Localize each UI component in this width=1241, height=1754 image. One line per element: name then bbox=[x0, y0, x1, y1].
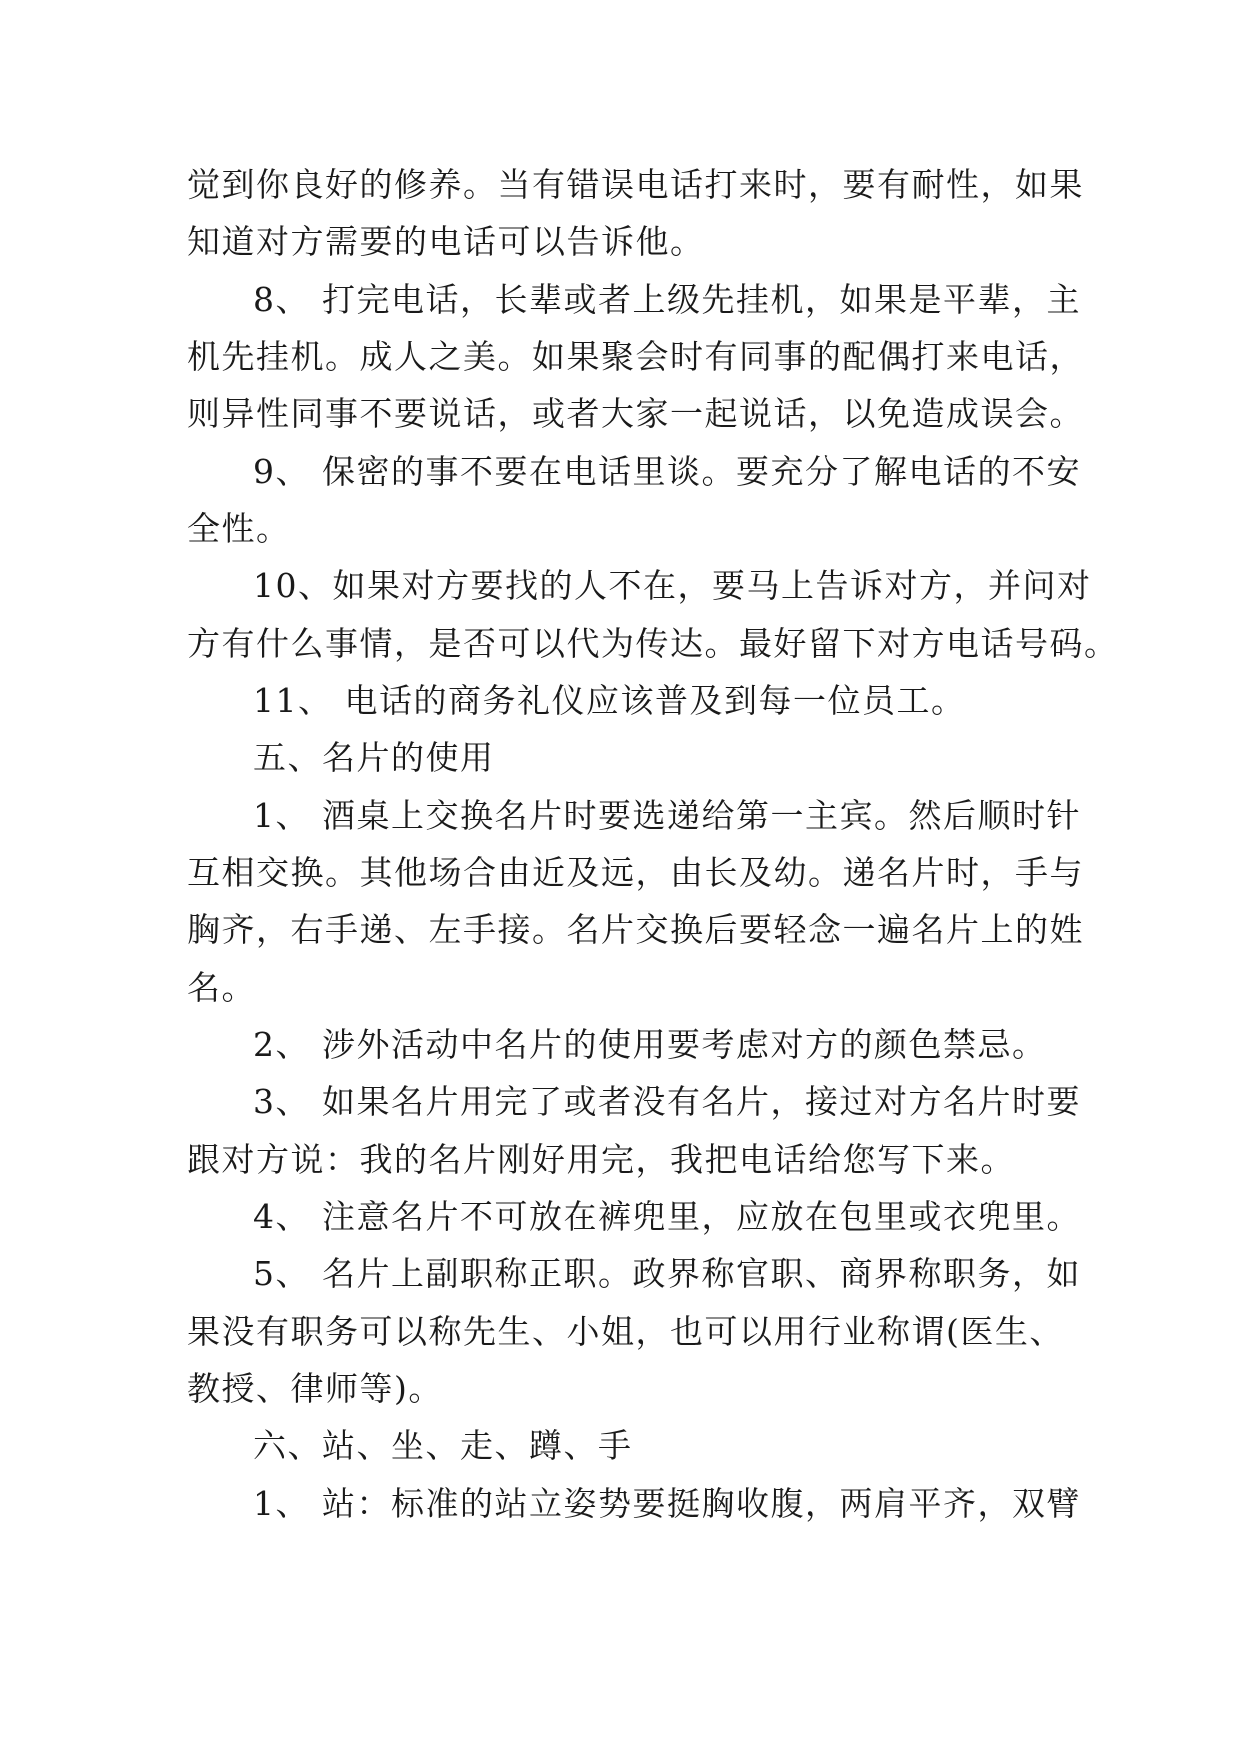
list-item-10: 10、如果对方要找的人不在，要马上告诉对方，并问对 bbox=[253, 566, 1092, 605]
text-line: 方有什么事情，是否可以代为传达。最好留下对方电话号码。 bbox=[187, 624, 1119, 663]
text-line: 名。 bbox=[187, 968, 256, 1007]
list-item-5: 5、 名片上副职称正职。政界称官职、商界称职务，如 bbox=[253, 1254, 1081, 1293]
text-line: 教授、律师等)。 bbox=[187, 1369, 443, 1408]
text-line: 觉到你良好的修养。当有错误电话打来时，要有耐性，如果 bbox=[187, 165, 1084, 204]
section-heading-5: 五、名片的使用 bbox=[253, 738, 495, 777]
text-line: 机先挂机。成人之美。如果聚会时有同事的配偶打来电话， bbox=[187, 337, 1084, 376]
text-line: 果没有职务可以称先生、小姐，也可以用行业称谓(医生、 bbox=[187, 1312, 1064, 1351]
section-heading-6: 六、站、坐、走、蹲、手 bbox=[253, 1426, 633, 1465]
list-item-11: 11、 电话的商务礼仪应该普及到每一位员工。 bbox=[253, 681, 966, 720]
text-line: 知道对方需要的电话可以告诉他。 bbox=[187, 222, 705, 261]
text-line: 互相交换。其他场合由近及远，由长及幼。递名片时，手与 bbox=[187, 853, 1084, 892]
text-line: 胸齐，右手递、左手接。名片交换后要轻念一遍名片上的姓 bbox=[187, 910, 1084, 949]
list-item-8: 8、 打完电话，长辈或者上级先挂机，如果是平辈，主 bbox=[253, 280, 1081, 319]
list-item-3: 3、 如果名片用完了或者没有名片，接过对方名片时要 bbox=[253, 1082, 1081, 1121]
text-line: 全性。 bbox=[187, 509, 291, 548]
text-line: 则异性同事不要说话，或者大家一起说话，以免造成误会。 bbox=[187, 394, 1084, 433]
list-item-4: 4、 注意名片不可放在裤兜里，应放在包里或衣兜里。 bbox=[253, 1197, 1081, 1236]
list-item-2: 2、 涉外活动中名片的使用要考虑对方的颜色禁忌。 bbox=[253, 1025, 1047, 1064]
list-item-1: 1、 酒桌上交换名片时要选递给第一主宾。然后顺时针 bbox=[253, 796, 1081, 835]
list-item-1: 1、 站：标准的站立姿势要挺胸收腹，两肩平齐，双臂 bbox=[253, 1484, 1081, 1523]
list-item-9: 9、 保密的事不要在电话里谈。要充分了解电话的不安 bbox=[253, 452, 1081, 491]
text-line: 跟对方说：我的名片刚好用完，我把电话给您写下来。 bbox=[187, 1140, 1015, 1179]
